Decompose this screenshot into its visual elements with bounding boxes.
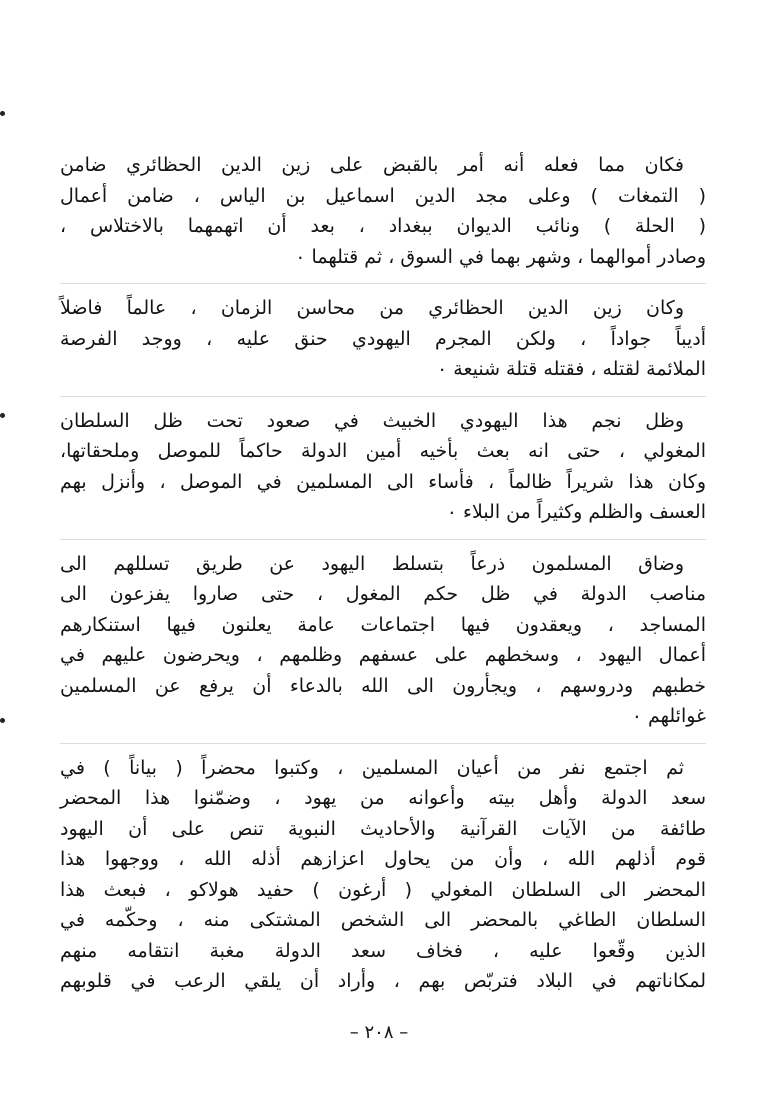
- paragraph-2: [60, 283, 706, 396]
- text-line: لمكاناتهم في البلاد فتربّص بهم ، وأراد أن يلقي الرعب في قلوبهم: [60, 970, 706, 992]
- text-line: فكان مما فعله أنه أمر بالقبض على زين الدين الحظائري ضامن: [60, 154, 684, 176]
- text-line: العسف والظلم وكثيراً من البلاء ٠: [446, 501, 706, 523]
- text-line: السلطان الطاغي بالمحضر الى الشخص المشتكى منه ، وحكّمه في: [60, 909, 706, 931]
- text-line: وكان هذا شريراً ظالماً ، فأساء الى المسلمين في الموصل ، وأنزل بهم: [60, 470, 706, 493]
- text-line: ( التمغات ) وعلى مجد الدين اسماعيل بن الياس ، ضامن أعمال: [60, 184, 706, 207]
- text-line: وصادر أموالهما ، وشهر بهما في السوق ، ثم قتلهما ٠: [295, 245, 706, 268]
- text-line: ثم اجتمع نفر من أعيان المسلمين ، وكتبوا محضراً ( بياناً ) في: [60, 756, 684, 779]
- text-line: الذين وقّعوا عليه ، فخاف سعد الدولة مغبة انتقامه منهم: [60, 939, 706, 962]
- text-line: مناصب الدولة في ظل حكم المغول ، حتى صاروا يفزعون الى: [60, 583, 706, 605]
- margin-mark: [0, 718, 5, 723]
- margin-mark: [0, 111, 5, 116]
- paragraph-5: [60, 743, 706, 1008]
- text-line: أديباً جواداً ، ولكن المجرم اليهودي حنق عليه ، ووجد الفرصة: [60, 327, 706, 350]
- text-line: وكان زين الدين الحظائري من محاسن الزمان ، عالماً فاضلاً: [60, 297, 684, 319]
- body-text: [60, 150, 706, 1008]
- text-line: غوائلهم ٠: [631, 705, 706, 727]
- text-line: وظل نجم هذا اليهودي الخبيث في صعود تحت ظل السلطان: [60, 409, 684, 432]
- paragraph-4: [60, 539, 706, 743]
- text-line: الملائمة لقتله ، فقتله قتلة شنيعة ٠: [437, 358, 706, 380]
- text-line: سعد الدولة وأهل بيته وأعوانه من يهود ، وضمّنوا هذا المحضر: [60, 787, 706, 809]
- margin-mark: [0, 413, 5, 418]
- text-line: قوم أذلهم الله ، وأن من يحاول اعزازهم أذله الله ، ووجهوا هذا: [60, 848, 706, 870]
- text-line: خطبهم ودروسهم ، ويجأرون الى الله بالدعاء أن يرفع عن المسلمين: [60, 674, 706, 697]
- text-line: المحضر الى السلطان المغولي ( أرغون ) حفيد هولاكو ، فبعث هذا: [60, 878, 706, 901]
- paragraph-3: [60, 396, 706, 539]
- paragraph-1: [60, 150, 706, 283]
- page-number: – ٢٠٨ –: [349, 1022, 409, 1043]
- text-line: طائفة من الآيات القرآنية والأحاديث النبوية تنص على أن اليهود: [60, 817, 706, 840]
- text-line: أعمال اليهود ، وسخطهم على عسفهم وظلمهم ، ويحرضون عليهم في: [60, 644, 706, 666]
- text-line: المغولي ، حتى انه بعث بأخيه أمين الدولة حاكماً للموصل وملحقاتها،: [60, 440, 706, 462]
- text-line: ( الحلة ) ونائب الديوان ببغداد ، بعد أن اتهمهما بالاختلاس ،: [60, 215, 706, 237]
- text-line: المساجد ، ويعقدون فيها اجتماعات عامة يعلنون فيها استنكارهم: [60, 613, 706, 636]
- text-line: وضاق المسلمون ذرعاً بتسلط اليهود عن طريق تسللهم الى: [60, 552, 684, 575]
